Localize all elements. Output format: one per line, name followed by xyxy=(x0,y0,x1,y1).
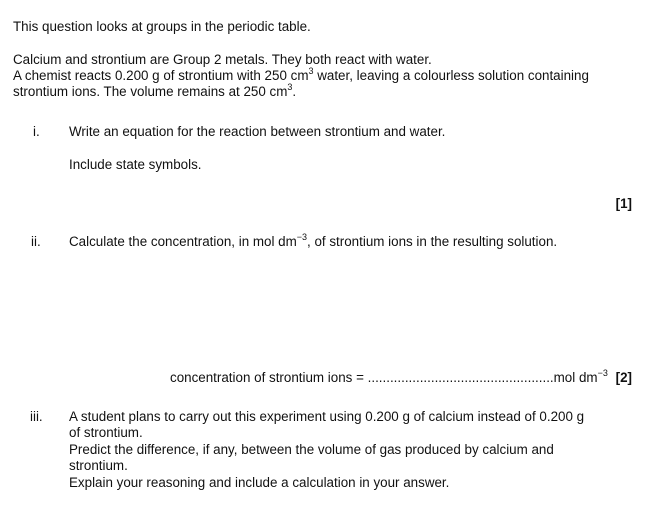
context-line-3 xyxy=(13,81,297,100)
part-iii-line-4: strontium. xyxy=(69,458,128,473)
part-iii-numeral: iii. xyxy=(30,409,43,424)
context-line-3-start: strontium ions. The volume remains at 250 cm xyxy=(13,84,288,99)
part-i-question: Write an equation for the reaction between strontium and water. xyxy=(69,124,446,139)
part-i-instruction: Include state symbols. xyxy=(69,157,202,172)
part-iii-line-2: of strontium. xyxy=(69,425,143,440)
part-ii-marks: [2] xyxy=(615,370,632,385)
context-line-1: Calcium and strontium are Group 2 metals. They both react with water. xyxy=(13,52,432,67)
part-ii-numeral: ii. xyxy=(31,234,41,249)
part-i-numeral: i. xyxy=(33,124,40,139)
intro-text: This question looks at groups in the periodic table. xyxy=(13,19,311,34)
context-line-3-end: . xyxy=(292,84,297,99)
answer-unit-superscript: −3 xyxy=(597,367,608,378)
context-line-2-start: A chemist reacts 0.200 g of strontium with 250 cm xyxy=(13,68,309,83)
part-ii-answer-line xyxy=(170,367,608,386)
part-ii-question-end: , of strontium ions in the resulting solution. xyxy=(307,234,558,249)
part-iii-line-3: Predict the difference, if any, between the volume of gas produced by calcium and xyxy=(69,442,554,457)
part-ii-question-superscript: −3 xyxy=(296,231,308,242)
part-ii-question-start: Calculate the concentration, in mol dm xyxy=(69,234,297,249)
part-iii-line-1: A student plans to carry out this experiment using 0.200 g of calcium instead of 0.200 g xyxy=(69,409,585,424)
context-line-2-end: water, leaving a colourless solution containing xyxy=(313,68,589,83)
context-line-3-superscript: 3 xyxy=(287,81,293,92)
context-line-2-superscript: 3 xyxy=(308,65,314,76)
part-ii-question xyxy=(69,231,558,250)
part-i-marks: [1] xyxy=(615,196,632,211)
context-line-2 xyxy=(13,65,589,84)
answer-label: concentration of strontium ions = xyxy=(170,370,368,385)
answer-unit: mol dm xyxy=(553,370,598,385)
answer-dots: .................................................. xyxy=(367,370,554,385)
part-iii-line-5: Explain your reasoning and include a calculation in your answer. xyxy=(69,475,450,490)
